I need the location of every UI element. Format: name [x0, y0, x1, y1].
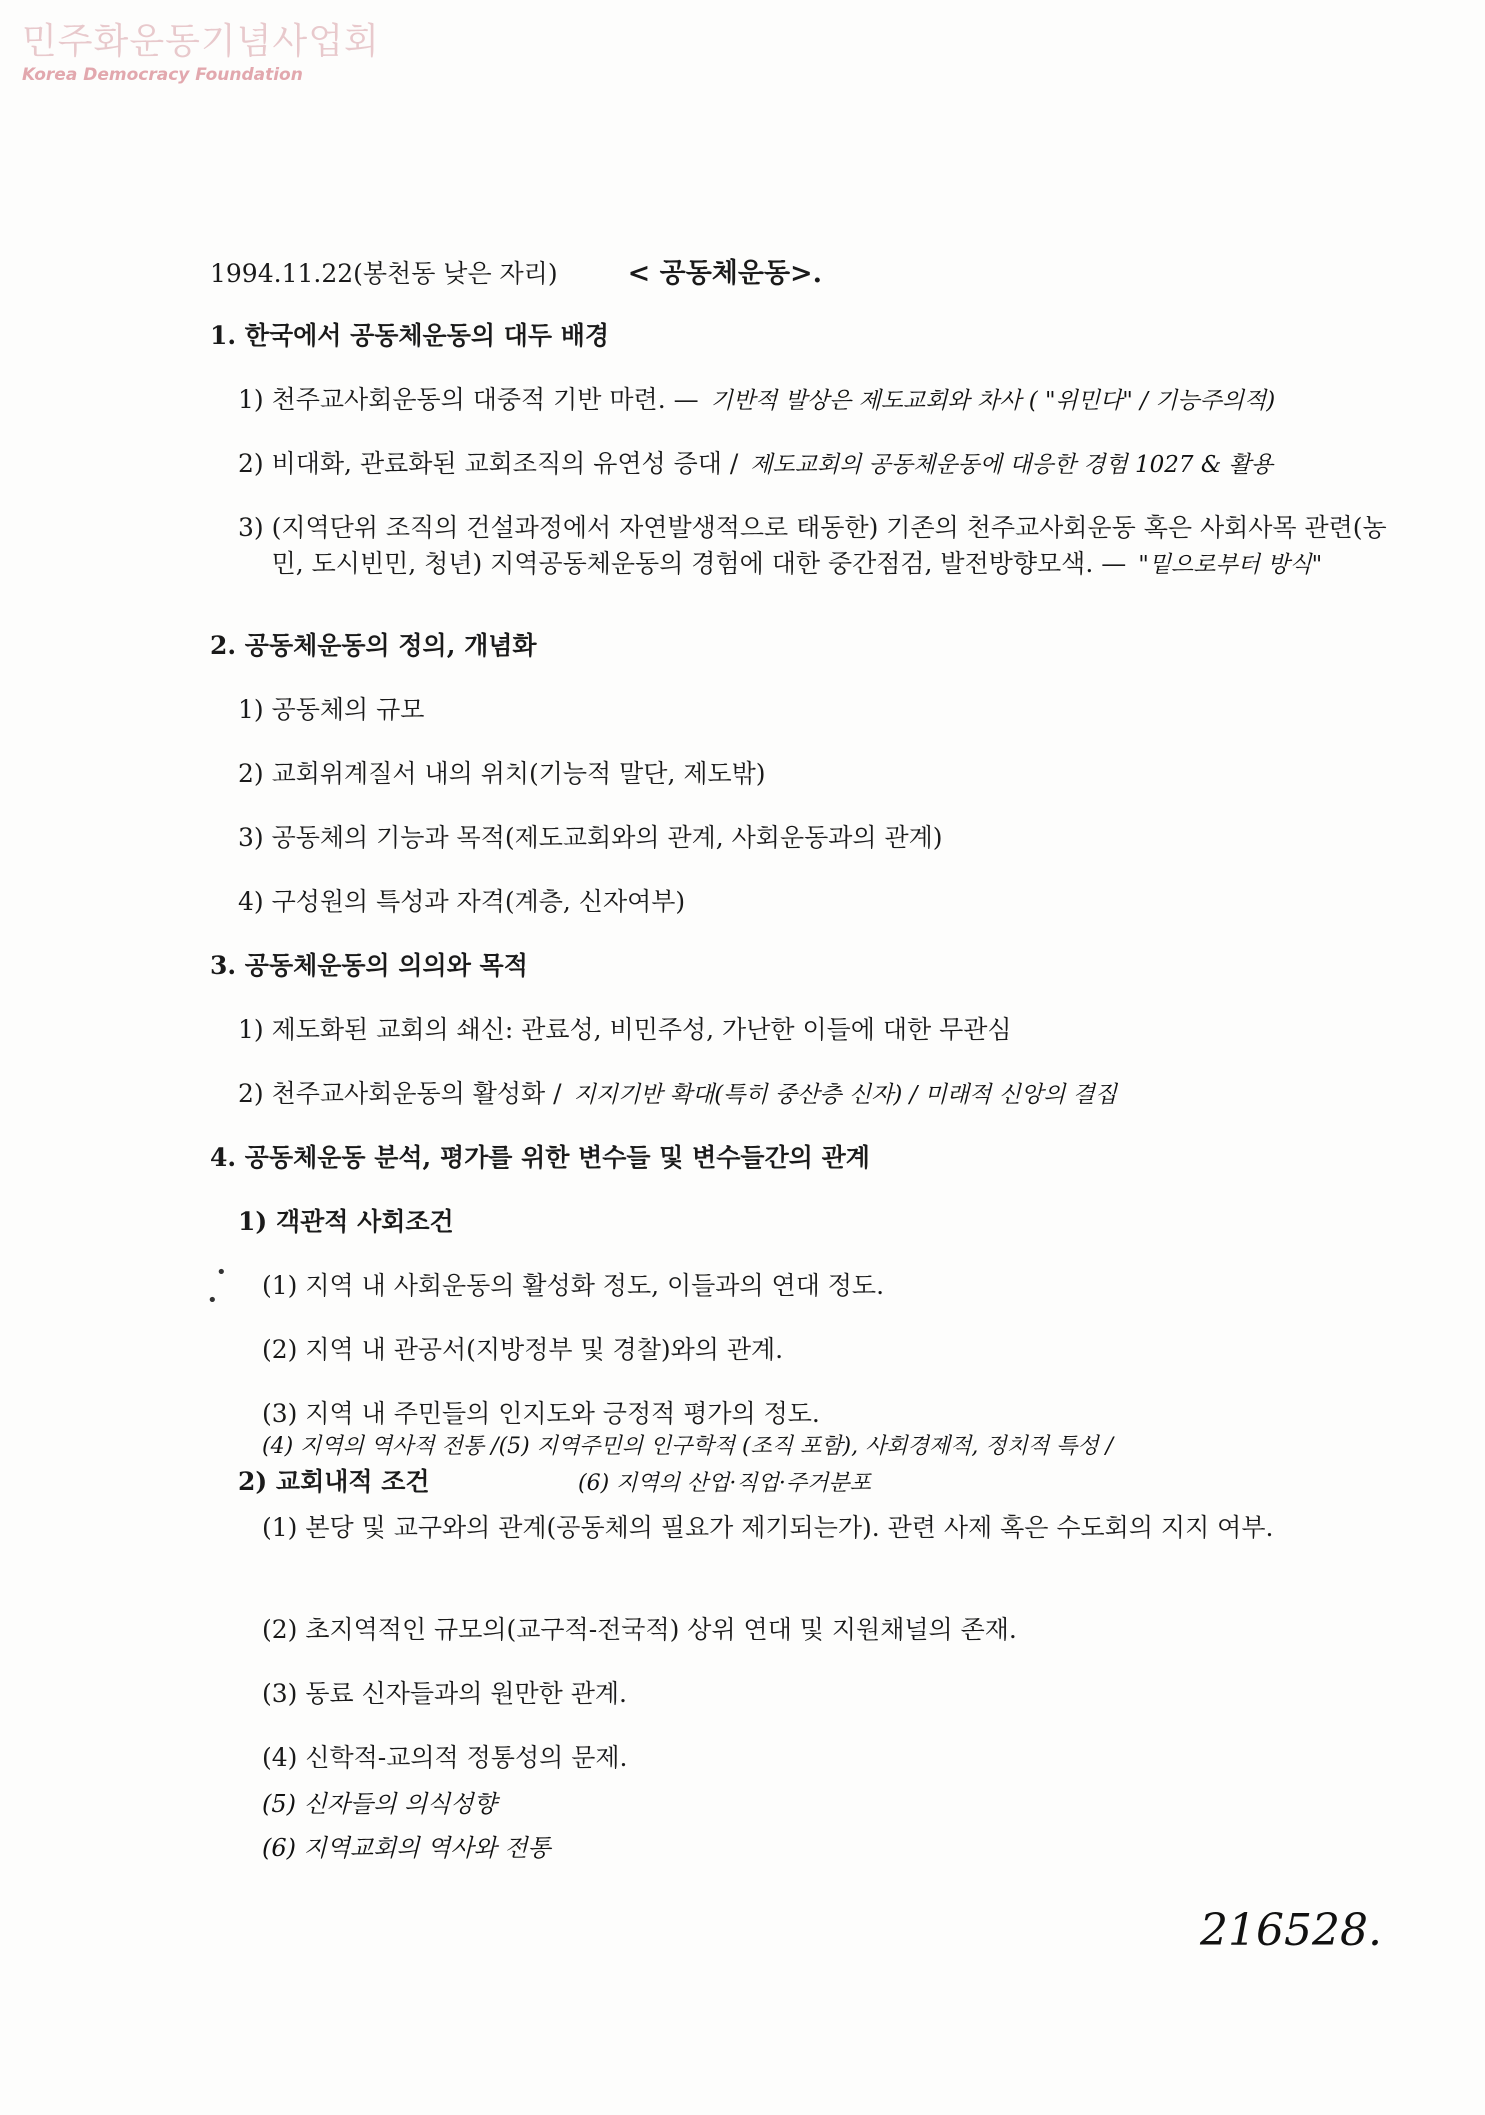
- list-item: (2) 지역 내 관공서(지방정부 및 경찰)와의 관계.: [262, 1335, 784, 1364]
- stray-mark: •: [207, 1290, 218, 1311]
- document-header: [210, 238, 1390, 290]
- list-item: (1) 본당 및 교구와의 관계(공동체의 필요가 제기되는가). 관련 사제 혹은 수도회의 지지 여부.: [262, 1513, 1274, 1542]
- document-title: < 공동체운동>.: [627, 258, 823, 289]
- list-item: (1) 지역 내 사회운동의 활성화 정도, 이들과의 연대 정도.: [262, 1271, 885, 1300]
- document-body: [210, 238, 1390, 1870]
- subsection-heading: 2) 교회내적 조건: [238, 1467, 430, 1496]
- handwritten-note: (6) 지역의 산업·직업·주거분포: [578, 1471, 871, 1496]
- list-item: 1) 제도화된 교회의 쇄신: 관료성, 비민주성, 가난한 이들에 대한 무관심: [238, 1015, 1012, 1044]
- list-item: 1) 천주교사회운동의 대중적 기반 마련. — 기반적 발상은 제도교회와 차사 ( "위민다" / 기능주의적): [238, 385, 1276, 414]
- handwritten-note: (6) 지역교회의 역사와 전통: [262, 1834, 551, 1862]
- section-heading: 2. 공동체운동의 정의, 개념화: [210, 631, 537, 660]
- handwritten-note: (5) 신자들의 의식성향: [262, 1790, 497, 1818]
- list-item: 2) 비대화, 관료화된 교회조직의 유연성 증대 / 제도교회의 공동체운동에 대응한 경험 1027 & 활용: [238, 449, 1274, 478]
- list-item: (2) 초지역적인 규모의(교구적-전국적) 상위 연대 및 지원채널의 존재.: [262, 1615, 1017, 1644]
- list-item: 1) 공동체의 규모: [238, 695, 425, 724]
- handwritten-note: 지지기반 확대(특히 중산층 신자) / 미래적 신앙의 결집: [573, 1082, 1118, 1108]
- list-item: 2) 천주교사회운동의 활성화 / 지지기반 확대(특히 중산층 신자) / 미래적 신앙의 결집: [238, 1079, 1118, 1108]
- subsection-heading: 1) 객관적 사회조건: [238, 1207, 454, 1236]
- list-item: (4) 신학적-교의적 정통성의 문제.: [262, 1743, 628, 1772]
- date-place: 1994.11.22(봉천동 낮은 자리): [210, 259, 558, 288]
- list-item: (3) 지역 내 주민들의 인지도와 긍정적 평가의 정도.: [262, 1399, 820, 1428]
- handwritten-note: 기반적 발상은 제도교회와 차사 ( "위민다" / 기능주의적): [710, 388, 1276, 414]
- section-heading: 4. 공동체운동 분석, 평가를 위한 변수들 및 변수들간의 관계: [210, 1143, 870, 1172]
- watermark-korean: 민주화운동기념사업회: [22, 21, 380, 62]
- watermark-english: Korea Democracy Foundation: [22, 65, 303, 85]
- stray-mark: •: [216, 1262, 227, 1283]
- section-heading: 3. 공동체운동의 의의와 목적: [210, 951, 528, 980]
- handwritten-note: "밑으로부터 방식": [1138, 552, 1323, 578]
- watermark: [22, 20, 380, 86]
- list-item: 2) 교회위계질서 내의 위치(기능적 말단, 제도밖): [238, 759, 766, 788]
- list-item: 3) 공동체의 기능과 목적(제도교회와의 관계, 사회운동과의 관계): [238, 823, 943, 852]
- handwritten-note: (4) 지역의 역사적 전통 /(5) 지역주민의 인구학적 (조직 포함), 사회경제적, 정치적 특성 /: [262, 1434, 1114, 1459]
- list-item: 3) (지역단위 조직의 건설과정에서 자연발생적으로 태동한) 기존의 천주교사회운동 혹은 사회사목 관련(농민, 도시빈민, 청년) 지역공동체운동의 경험에 대한 중간점검, 발전방향모색. — "밑으로부터 방식": [238, 513, 1387, 578]
- list-item: (3) 동료 신자들과의 원만한 관계.: [262, 1679, 627, 1708]
- church-conditions-row: [210, 1462, 1390, 1496]
- list-item: 4) 구성원의 특성과 자격(계층, 신자여부): [238, 887, 686, 916]
- document-number-stamp: 216528.: [1200, 1905, 1382, 1956]
- handwritten-note: 제도교회의 공동체운동에 대응한 경험 1027 & 활용: [750, 452, 1274, 478]
- section-heading: 1. 한국에서 공동체운동의 대두 배경: [210, 321, 610, 350]
